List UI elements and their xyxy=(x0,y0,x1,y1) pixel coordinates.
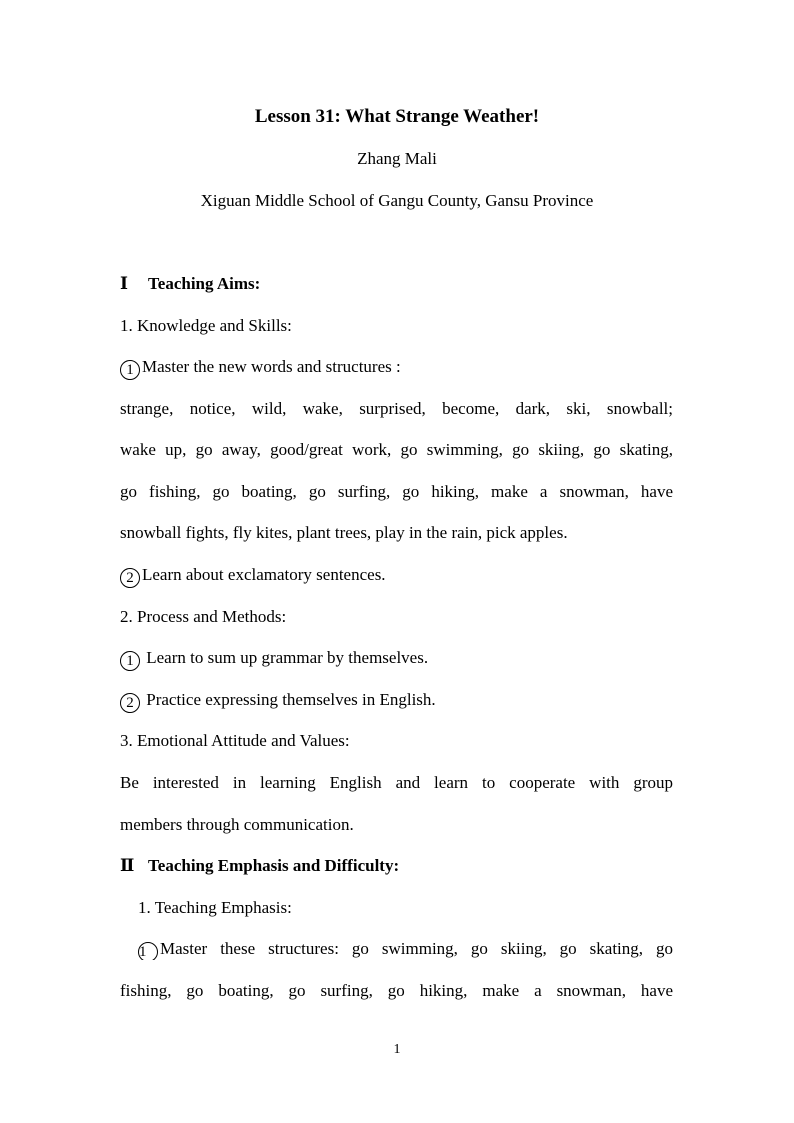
knowledge-skills-item: 1. Knowledge and Skills: xyxy=(120,316,292,335)
values-text-line: Be interested in learning English and learn to cooperate with group xyxy=(120,773,673,792)
emotional-values-item: 3. Emotional Attitude and Values: xyxy=(120,731,350,750)
section-heading-emphasis-difficulty xyxy=(120,855,673,877)
section-heading-teaching-aims xyxy=(120,273,673,295)
section-heading-text: Teaching Emphasis and Difficulty: xyxy=(148,856,400,875)
list-item-text: Master the new words and structures : xyxy=(142,357,401,376)
values-text-line: members through communication. xyxy=(120,815,354,834)
list-item xyxy=(120,356,673,380)
process-methods-item: 2. Process and Methods: xyxy=(120,607,287,626)
section-numeral: Ⅰ xyxy=(120,274,128,293)
school-name: Xiguan Middle School of Gangu County, Gansu Province xyxy=(200,191,594,210)
section-heading-text: Teaching Aims: xyxy=(148,274,261,293)
vocabulary-line: wake up, go away, good/great work, go swimming, go skiing, go skating, xyxy=(120,440,673,459)
circled-number: 1 xyxy=(120,360,140,380)
list-item-text: Practice expressing themselves in English. xyxy=(146,690,436,709)
document-title: Lesson 31: What Strange Weather! xyxy=(254,106,540,127)
page-number: 1 xyxy=(393,1042,401,1057)
list-item-text: Learn about exclamatory sentences. xyxy=(142,565,386,584)
teaching-emphasis-item: 1. Teaching Emphasis: xyxy=(138,898,292,917)
circled-number: 1 xyxy=(138,942,158,960)
vocabulary-line: go fishing, go boating, go surfing, go hiking, make a snowman, have xyxy=(120,482,673,501)
list-item xyxy=(120,564,673,588)
circled-number: 2 xyxy=(120,568,140,588)
vocabulary-line: snowball fights, fly kites, plant trees, play in the rain, pick apples. xyxy=(120,523,568,542)
section-numeral: Ⅱ xyxy=(120,856,135,875)
vocabulary-line: strange, notice, wild, wake, surprised, become, dark, ski, snowball; xyxy=(120,399,673,418)
emphasis-text-line: fishing, go boating, go surfing, go hiking, make a snowman, have xyxy=(120,981,673,1000)
circled-number: 2 xyxy=(120,693,140,713)
emphasis-text-line xyxy=(138,938,673,960)
author-name: Zhang Mali xyxy=(357,149,437,168)
list-item xyxy=(120,647,673,671)
list-item-text: Learn to sum up grammar by themselves. xyxy=(146,648,429,667)
circled-number: 1 xyxy=(120,651,140,671)
list-item xyxy=(120,689,673,713)
emphasis-text: Master these structures: go swimming, go skiing, go skating, go xyxy=(160,939,673,958)
